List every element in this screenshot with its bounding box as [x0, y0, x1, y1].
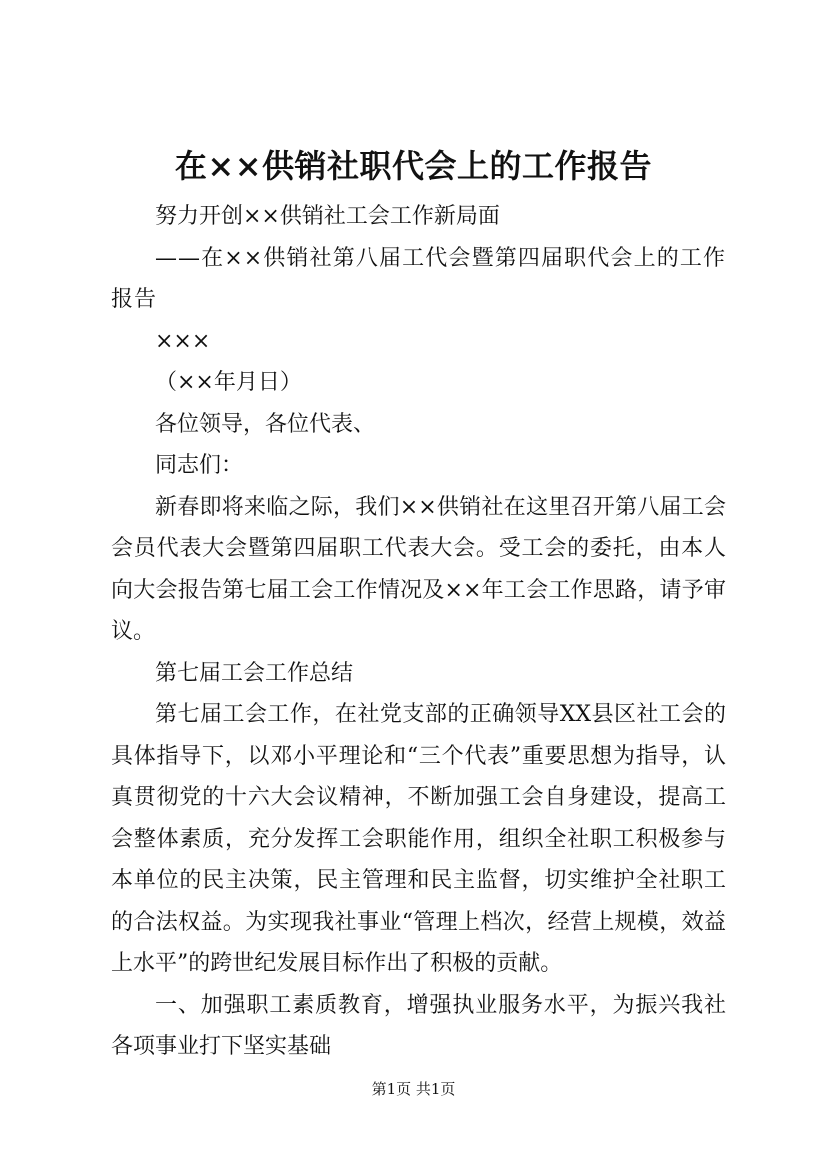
opening-paragraph: 新春即将来临之际，我们××供销社在这里召开第八届工会会员代表大会暨第四届职工代表大会。受工会的委托，由本人向大会报告第七届工会工作情况及××年工会工作思路，请予审议。: [111, 494, 726, 644]
date-paragraph: （××年月日）: [155, 370, 302, 395]
salutation-continuation-paragraph: 同志们：: [155, 453, 244, 478]
salutation-paragraph: 各位领导，各位代表、: [155, 411, 376, 437]
summary-paragraph: 第七届工会工作，在社党支部的正确领导XX县区社工会的具体指导下，以邓小平理论和“三个代表”重要思想为指导，认真贯彻党的十六大会议精神，不断加强工会自身建设，提高工会整体素质，充分发挥工会职能作用，组织全社职工积极参与本单位的民主决策，民主管理和民主监督，切实维护全社职工的合法权益。为实现我社事业“管理上档次，经营上规模，效益上水平”的跨世纪发展目标作出了积极的贡献。: [111, 702, 726, 976]
subtitle-paragraph: 努力开创××供销社工会工作新局面: [155, 204, 500, 229]
document-title: 在××供销社职代会上的工作报告: [174, 147, 653, 185]
first-item-paragraph: 一、加强职工素质教育，增强执业服务水平，为振兴我社各项事业打下坚实基础: [111, 992, 726, 1059]
report-subtitle-paragraph: ——在××供销社第八届工代会暨第四届职代会上的工作报告: [111, 245, 726, 312]
document-body: [111, 196, 726, 1068]
section-heading: 第七届工会工作总结: [155, 660, 354, 686]
page-footer: 第1页 共1页: [371, 1080, 456, 1098]
speaker-paragraph: ×××: [155, 328, 211, 354]
